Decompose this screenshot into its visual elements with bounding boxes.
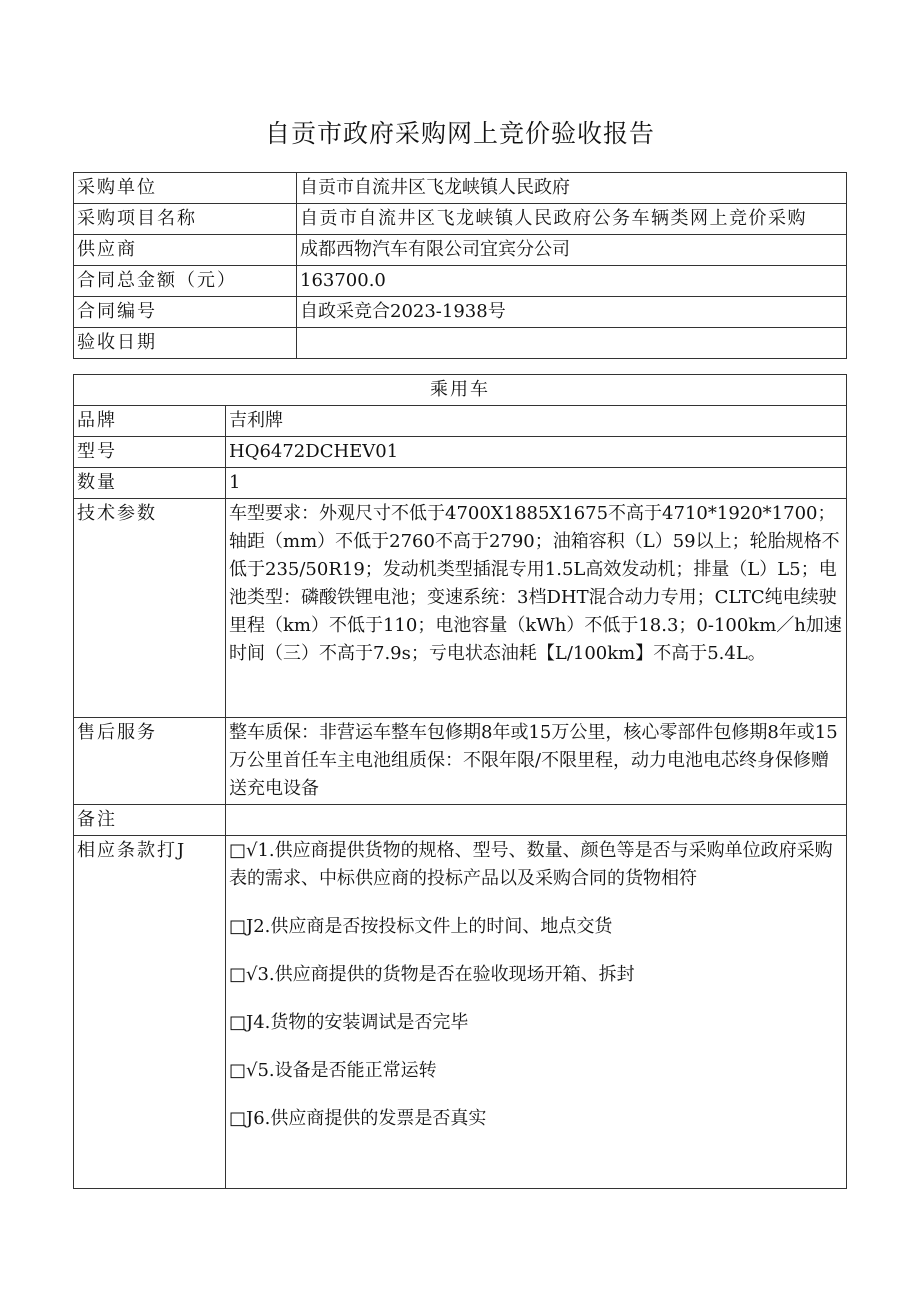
after-sales-label: 售后服务 <box>74 718 226 805</box>
model-value: HQ6472DCHEV01 <box>226 437 847 468</box>
acceptance-date-label: 验收日期 <box>74 328 297 359</box>
model-row <box>74 437 847 468</box>
amount-label: 合同总金额（元） <box>74 266 297 297</box>
quantity-label: 数量 <box>74 468 226 499</box>
model-label: 型号 <box>74 437 226 468</box>
quantity-row <box>74 468 847 499</box>
supplier-row <box>74 235 847 266</box>
contract-number-row <box>74 297 847 328</box>
acceptance-date-row <box>74 328 847 359</box>
clause-item: □√5.设备是否能正常运转 <box>229 1060 437 1081</box>
goods-table <box>73 374 847 1189</box>
project-label: 采购项目名称 <box>74 204 297 235</box>
brand-value: 吉利牌 <box>226 406 847 437</box>
section-title-row <box>74 375 847 406</box>
project-row <box>74 204 847 235</box>
amount-value: 163700.0 <box>297 266 847 297</box>
contract-number-label: 合同编号 <box>74 297 297 328</box>
supplier-value: 成都西物汽车有限公司宜宾分公司 <box>297 235 847 266</box>
clauses-row <box>74 836 847 1189</box>
acceptance-date-value <box>297 328 847 359</box>
remarks-label: 备注 <box>74 805 226 836</box>
after-sales-row <box>74 718 847 805</box>
clause-item: □J4.货物的安装调试是否完毕 <box>229 1012 469 1033</box>
clause-item: □√3.供应商提供的货物是否在验收现场开箱、拆封 <box>229 964 635 985</box>
project-value: 自贡市自流井区飞龙峡镇人民政府公务车辆类网上竞价采购 <box>297 204 847 235</box>
tech-params-row <box>74 499 847 718</box>
remarks-row <box>74 805 847 836</box>
remarks-value <box>226 805 847 836</box>
report-title: 自贡市政府采购网上竞价验收报告 <box>264 119 655 148</box>
clause-item: □J6.供应商提供的发票是否真实 <box>229 1108 487 1129</box>
brand-row <box>74 406 847 437</box>
amount-row <box>74 266 847 297</box>
clauses-list <box>226 836 847 1189</box>
clause-item: □√1.供应商提供货物的规格、型号、数量、颜色等是否与采购单位政府采购表的需求、中标供应商的投标产品以及采购合同的货物相符 <box>229 840 833 889</box>
quantity-value: 1 <box>226 468 847 499</box>
purchaser-row <box>74 173 847 204</box>
brand-label: 品牌 <box>74 406 226 437</box>
contract-number-value: 自政采竞合2023-1938号 <box>297 297 847 328</box>
after-sales-value: 整车质保：非营运车整车包修期8年或15万公里，核心零部件包修期8年或15万公里首任车主电池组质保：不限年限/不限里程，动力电池电芯终身保修赠送充电设备 <box>226 718 847 805</box>
goods-section-title: 乘用车 <box>74 375 847 406</box>
clauses-label: 相应条款打J <box>74 836 226 1189</box>
purchaser-label: 采购单位 <box>74 173 297 204</box>
tech-params-label: 技术参数 <box>74 499 226 718</box>
procurement-info-table <box>73 172 847 359</box>
tech-params-value: 车型要求：外观尺寸不低于4700X1885X1675不高于4710*1920*1700；轴距（mm）不低于2760不高于2790；油箱容积（L）59以上；轮胎规格不低于235/50R19；发动机类型插混专用1.5L高效发动机；排量（L）L5；电池类型：磷酸铁锂电池；变速系统：3档DHT混合动力专用；CLTC纯电续驶里程（km）不低于110；电池容量（kWh）不低于18.3；0-100km／h加速时间（三）不高于7.9s；亏电状态油耗【L/100km】不高于5.4L。 <box>226 499 847 718</box>
purchaser-value: 自贡市自流井区飞龙峡镇人民政府 <box>297 173 847 204</box>
clause-item: □J2.供应商是否按投标文件上的时间、地点交货 <box>229 916 613 937</box>
supplier-label: 供应商 <box>74 235 297 266</box>
